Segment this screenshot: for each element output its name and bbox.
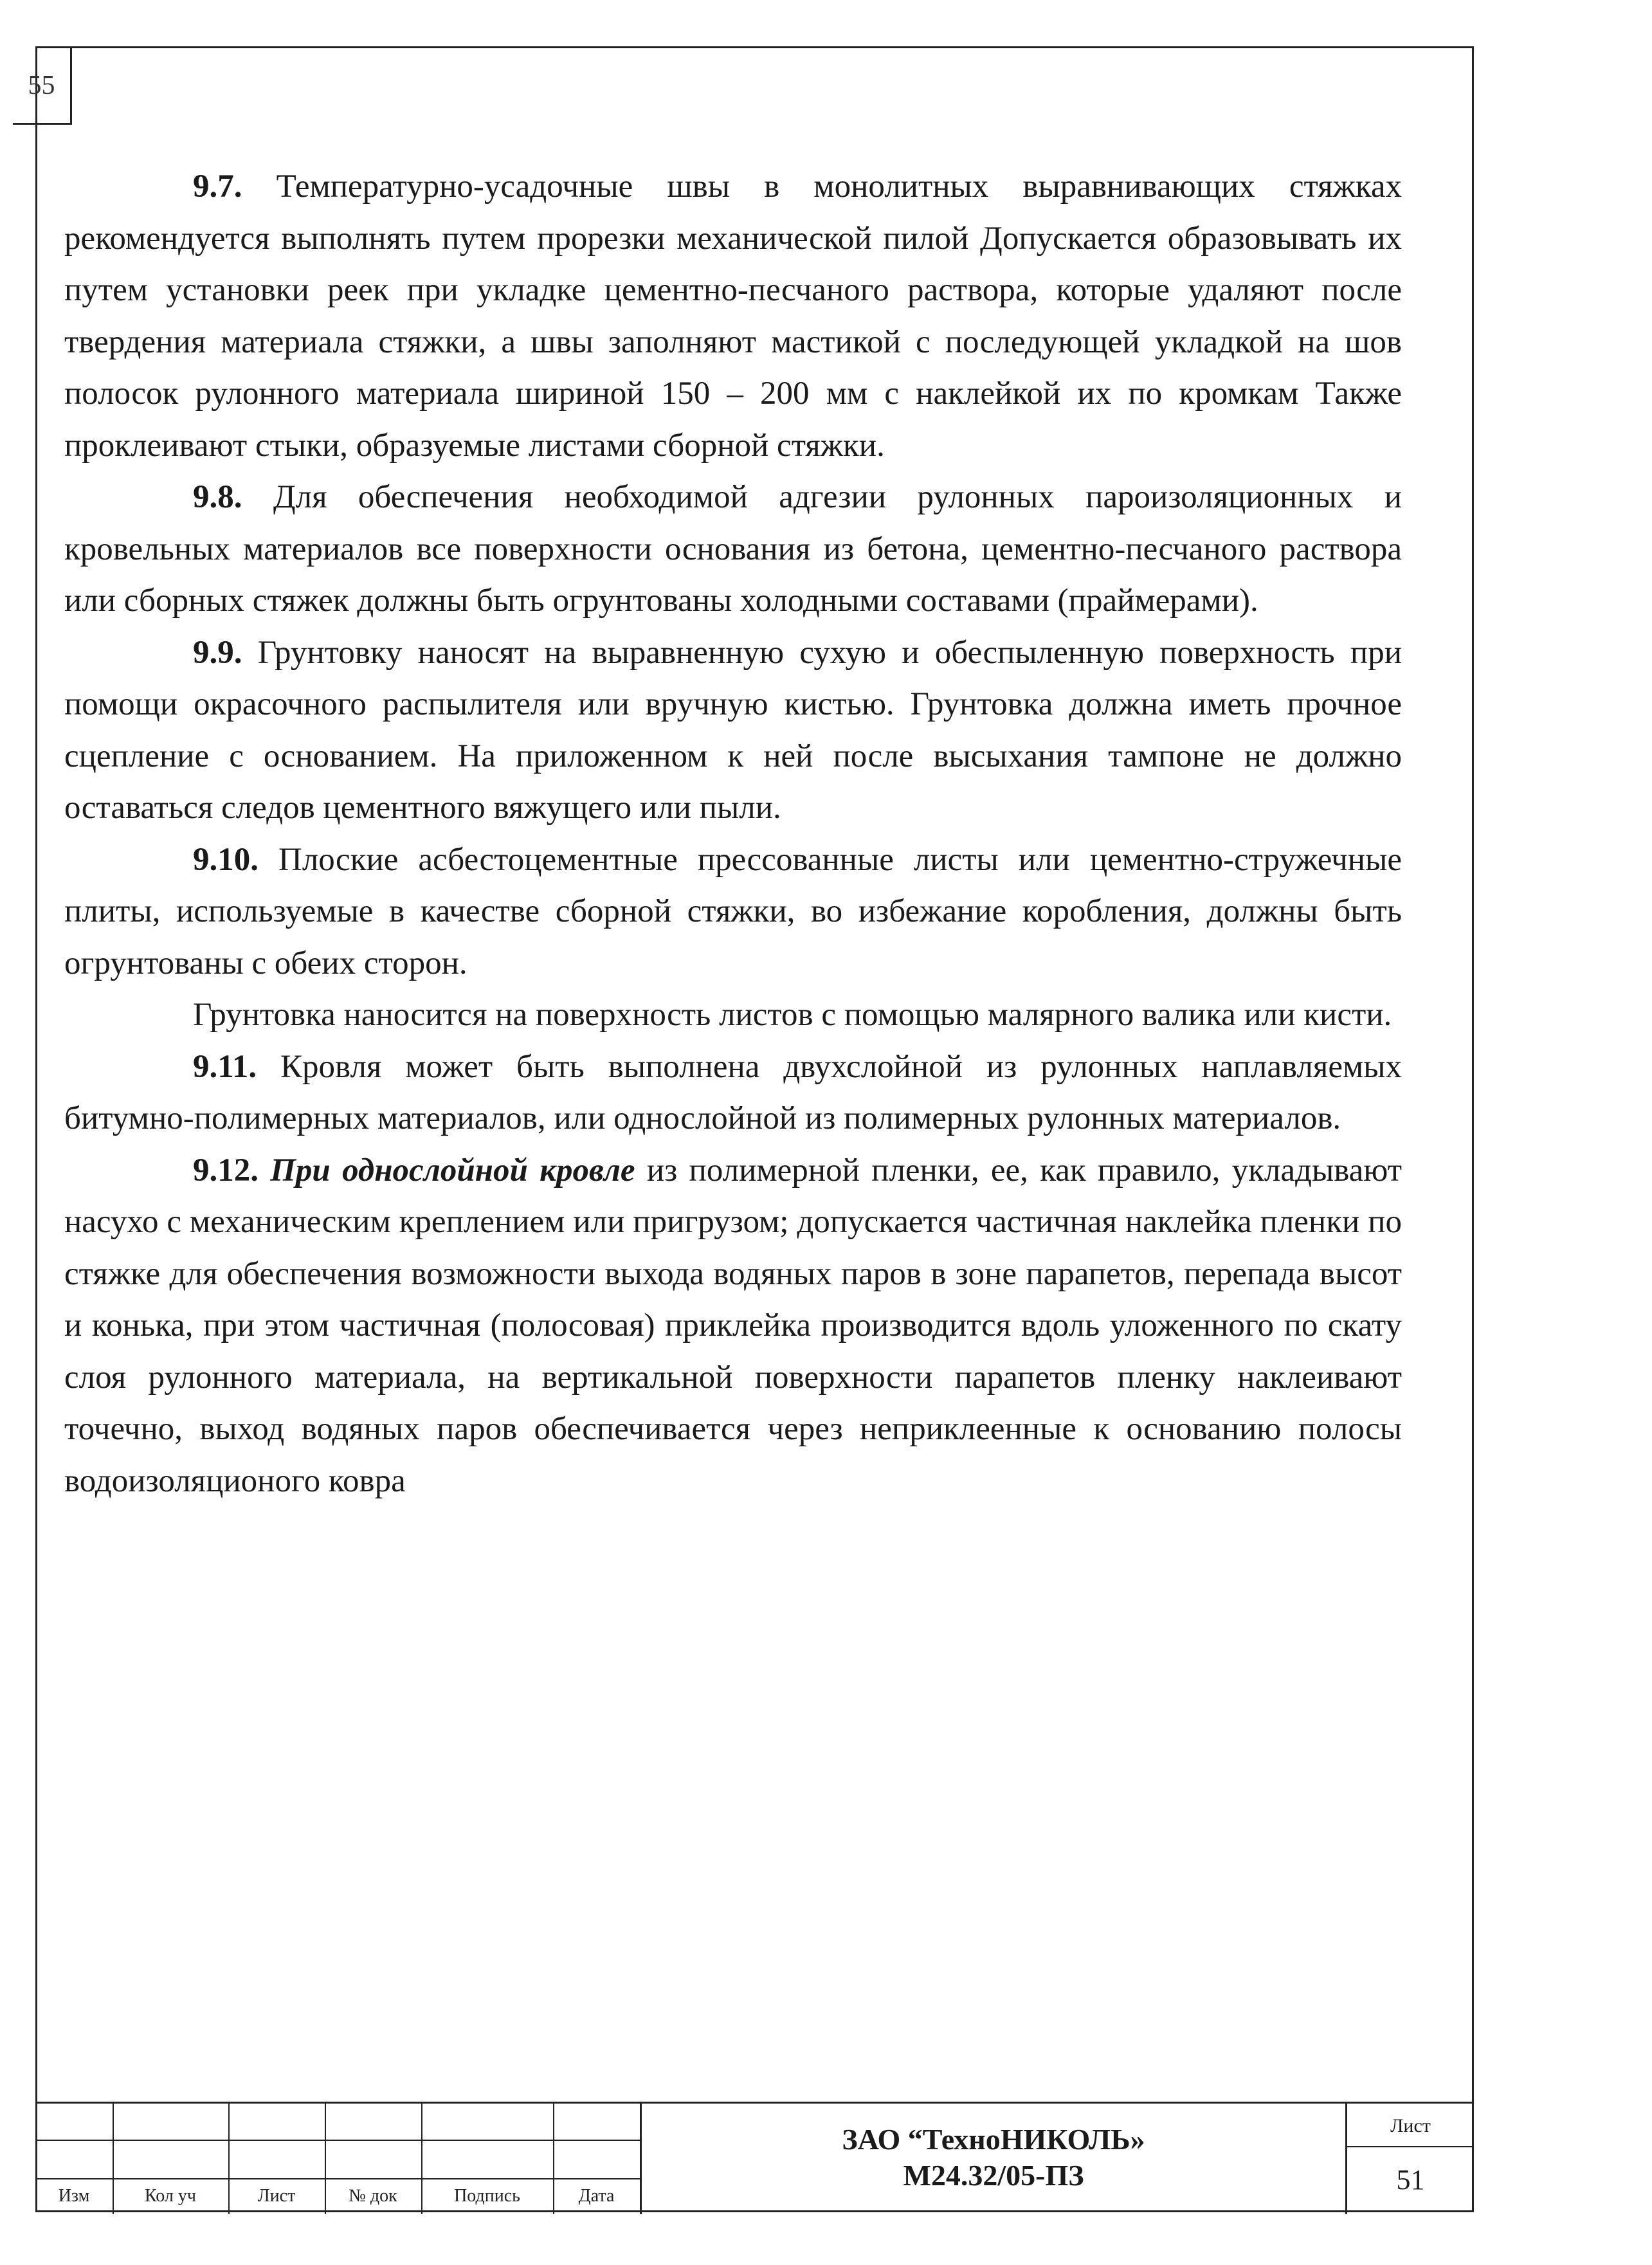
stamp-title	[640, 2104, 1347, 2214]
clause-number: 9.7.	[193, 168, 242, 205]
revision-grid	[35, 2104, 640, 2214]
label-doc-no: № док	[349, 2186, 397, 2206]
sheet-box	[1347, 2104, 1474, 2214]
document-code: М24.32/05-ПЗ	[903, 2159, 1084, 2192]
paragraph-text: Грунтовка наносится на поверхность листов с помощью малярного валика или кисти.	[193, 997, 1392, 1033]
paragraph-text: Для обеспечения необходимой адгезии рулонных пароизоляционных и кровельных материалов все поверхности основания из бетона, цементно-песчаного раствора или сборных стяжек должны быть огрунтованы холодными составами (праймерами).	[64, 479, 1402, 619]
paragraph-primer-note	[64, 989, 1402, 1041]
label-date: Дата	[578, 2186, 615, 2206]
clause-number: 9.8.	[193, 479, 242, 515]
paragraph-text: Кровля может быть выполнена двухслойной из рулонных наплавляемых битумно-полимерных материалов, или однослойной из полимерных рулонных материалов.	[64, 1048, 1402, 1136]
paragraph-text: Грунтовку наносят на выравненную сухую и обеспыленную поверхность при помощи окрасочного распылителя или вручную кистью. Грунтовка должна иметь прочное сцепление с основанием. На приложенном к ней после высыхания тампоне не должно оставаться следов цементного вяжущего или пыли.	[64, 634, 1402, 826]
paragraph-9-7	[64, 161, 1402, 471]
label-signature: Подпись	[454, 2186, 520, 2206]
paragraph-text: Температурно-усадочные швы в монолитных выравнивающих стяжках рекомендуется выполнять путем прорезки механической пилой Допускается образовывать их путем установки реек при укладке цементно-песчаного раствора, которые удаляют после твердения материала стяжки, а швы заполняют мастикой с последующей укладкой на шов полосок рулонного материала шириной 150 – 200 мм с наклейкой их по кромкам Также проклеивают стыки, образуемые листами сборной стяжки.	[64, 168, 1402, 464]
label-list: Лист	[257, 2186, 296, 2206]
emphasis-text: При однослойной кровле	[270, 1152, 635, 1188]
document-body	[64, 161, 1402, 1507]
clause-number: 9.10.	[193, 841, 259, 878]
clause-number: 9.11.	[193, 1048, 257, 1085]
paragraph-9-11	[64, 1041, 1402, 1145]
paragraph-9-9	[64, 627, 1402, 834]
title-block	[35, 2102, 1474, 2212]
clause-number: 9.9.	[193, 634, 242, 671]
paragraph-text: из полимерной пленки, ее, как правило, укладывают насухо с механическим креплением или пригрузом; допускается частичная наклейка пленки по стяжке для обеспечения возможности выхода водяных паров в зоне парапетов, перепада высот и конька, при этом частичная (полосовая) приклейка производится вдоль уложенного по скату слоя рулонного материала, на вертикальной поверхности парапетов пленку наклеивают точечно, выход водяных паров обеспечивается через неприклеенные к основанию полосы водоизоляционого ковра	[64, 1152, 1402, 1499]
clause-number: 9.12.	[193, 1152, 259, 1188]
paragraph-text: Плоские асбестоцементные прессованные листы или цементно-стружечные плиты, используемые в качестве сборной стяжки, во избежание коробления, должны быть огрунтованы с обеих сторон.	[64, 841, 1402, 981]
sheet-number: 51	[1396, 2164, 1425, 2196]
paragraph-9-8	[64, 471, 1402, 627]
company-name: ЗАО “ТехноНИКОЛЬ»	[842, 2123, 1145, 2156]
label-izm: Изм	[58, 2186, 90, 2206]
label-kol-uch: Кол уч	[145, 2186, 196, 2206]
paragraph-9-10	[64, 834, 1402, 990]
sheet-label: Лист	[1347, 2104, 1474, 2147]
paragraph-9-12	[64, 1145, 1402, 1507]
corner-page-number: 55	[13, 46, 72, 125]
